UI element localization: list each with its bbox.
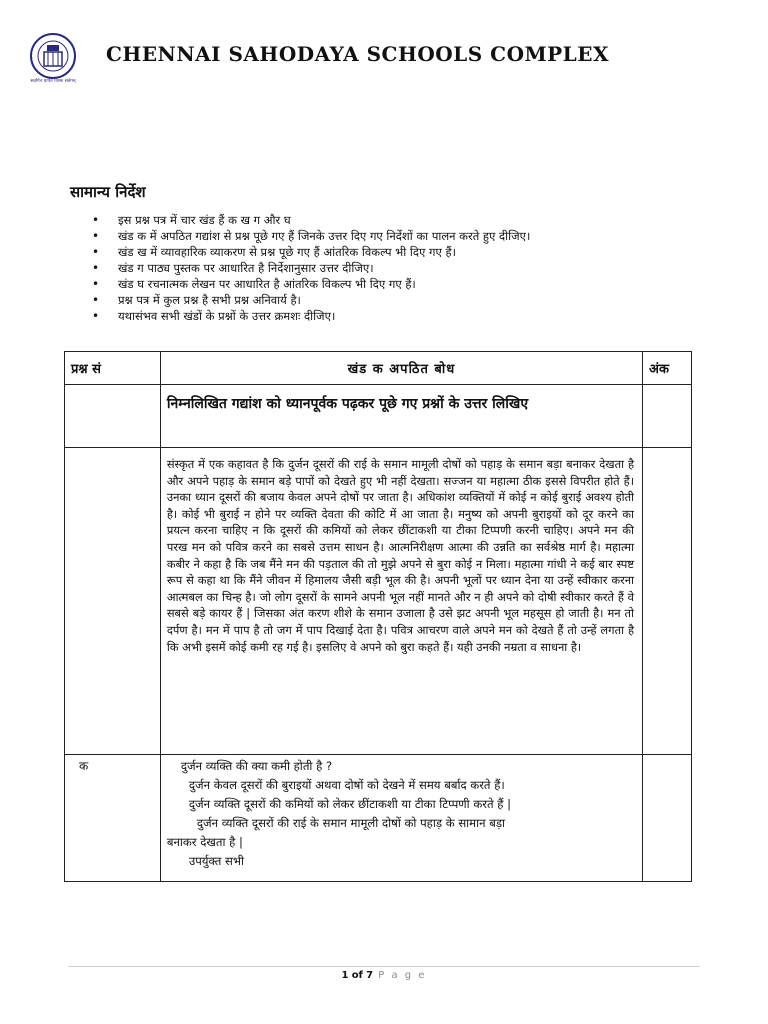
page-header — [22, 28, 742, 84]
page-of-label: of — [351, 970, 363, 981]
passage-text: संस्कृत में एक कहावत है कि दुर्जन दूसरों की राई के समान मामूली दोषों को पहाड़ के समान बड़ा बनाकर देखता है और अपने पहाड़ के समान बड़े पापों को देखते हुए भी नहीं देखता। सज्जन या महात्मा ठीक इससे विपरीत होते हैं। उनका ध्यान दूसरों की बजाय केवल अपने दोषों पर जाता है। अधिकांश व्यक्तियों में कोई न कोई बुराई अवश्य होती है। कोई भी बुराई न होने पर व्यक्ति देवता की कोटि में आ जाता है। मनुष्य को अपनी बुराइयों को दूर करने का प्रयत्न करना चाहिए न कि दूसरों की कमियों को लेकर छींटाकशी या टीका टिप्पणी करनी चाहिए। अपने मन की परख मन को पवित्र करने का सबसे उत्तम साधन है। आत्मनिरीक्षण आत्मा की उन्नति का सर्वश्रेष्ठ मार्ग है। महात्मा कबीर ने कहा है कि जब मैंने मन की पड़ताल की तो मुझे अपने से बुरा कोई न मिला। महात्मा गांधी ने कई बार स्पष्ट रूप से कहा था कि मैंने जीवन में हिमालय जैसी बड़ी भूल की है। अपनी भूलों पर ध्यान देना या उन्हें स्वीकार करना आत्मबल का चिन्ह है। जो लोग दूसरों के सामने अपनी भूल नहीं मानते और न ही अपने को दोषी स्वीकार करते हैं वे सबसे बड़े कायर हैं | जिसका अंत करण शीशे के समान उजाला है उसे झट अपनी भूल महसूस हो जाती है। मन तो दर्पण है। मन में पाप है तो जग में पाप दिखाई देता है। पवित्र आचरण वाले अपने मन को देखते हैं तो उन्हें लगता है कि अभी इसमें कोई कमी रह गई है। इसलिए वे अपने को बुरा कहते हैं। यही उनकी नम्रता व साधना है। — [160, 448, 642, 755]
empty-cell — [643, 755, 692, 882]
header-question-number: प्रश्न सं — [65, 352, 161, 385]
empty-cell — [65, 385, 161, 448]
instruction-item: • प्रश्न पत्र में कुल प्रश्न है सभी प्रश्न अनिवार्य है। — [92, 292, 530, 308]
instruction-item: • खंड ग पाठ्य पुस्तक पर आधारित है निर्देशानुसार उत्तर दीजिए। — [92, 260, 530, 276]
question-text: दुर्जन व्यक्ति की क्या कमी होती है ? — [180, 759, 333, 773]
instructions-list — [92, 212, 530, 324]
instruction-item: • इस प्रश्न पत्र में चार खंड हैं क ख ग और घ — [92, 212, 530, 228]
passage-heading: निम्नलिखित गद्यांश को ध्यानपूर्वक पढ़कर पूछे गए प्रश्नों के उत्तर लिखिए — [160, 385, 642, 448]
page-current: 1 — [341, 970, 349, 981]
instructions-title: सामान्य निर्देश — [70, 183, 146, 201]
option-item: बनाकर देखता है | — [166, 835, 243, 849]
table-row — [65, 755, 692, 882]
instruction-item: • यथासंभव सभी खंडों के प्रश्नों के उत्तर क्रमशः दीजिए। — [92, 308, 530, 324]
instruction-item: • खंड क में अपठित गद्यांश से प्रश्न पूछे गए हैं जिनके उत्तर दिए गए निर्देशों का पालन करते हुए दीजिए। — [92, 228, 530, 244]
table-header-row — [65, 352, 692, 385]
page-total: 7 — [366, 970, 374, 981]
logo-motto: सर्वांगेन धार्यते पारमः सर्वगम् — [30, 79, 76, 84]
option-item: उपर्युक्त सभी — [188, 854, 245, 868]
page-word: P a g e — [378, 970, 427, 981]
empty-cell — [643, 385, 692, 448]
empty-cell — [643, 448, 692, 755]
empty-cell — [65, 448, 161, 755]
table-row — [65, 385, 692, 448]
question-number: क — [65, 755, 161, 882]
header-marks: अंक — [643, 352, 692, 385]
table-row — [65, 448, 692, 755]
question-cell — [160, 755, 642, 882]
option-item: दुर्जन व्यक्ति दूसरों की राई के समान मामूली दोषों को पहाड़ के सामान बड़ा — [196, 816, 506, 830]
header-section: खंड क अपठित बोध — [160, 352, 642, 385]
page-footer — [0, 970, 768, 981]
instruction-item: • खंड ख में व्यावहारिक व्याकरण से प्रश्न पूछे गए हैं आंतरिक विकल्प भी दिए गए हैं। — [92, 244, 530, 260]
question-table — [64, 351, 692, 882]
option-item: दुर्जन व्यक्ति दूसरों की कमियों को लेकर छींटाकशी या टीका टिप्पणी करते हैं | — [188, 797, 512, 811]
instruction-item: • खंड घ रचनात्मक लेखन पर आधारित है आंतरिक विकल्प भी दिए गए हैं। — [92, 276, 530, 292]
footer-divider — [68, 966, 700, 967]
org-title: CHENNAI SAHODAYA SCHOOLS COMPLEX — [106, 42, 609, 66]
option-item: दुर्जन केवल दूसरों की बुराइयों अथवा दोषों को देखने में समय बर्बाद करते हैं। — [188, 778, 505, 792]
school-logo — [22, 32, 84, 84]
